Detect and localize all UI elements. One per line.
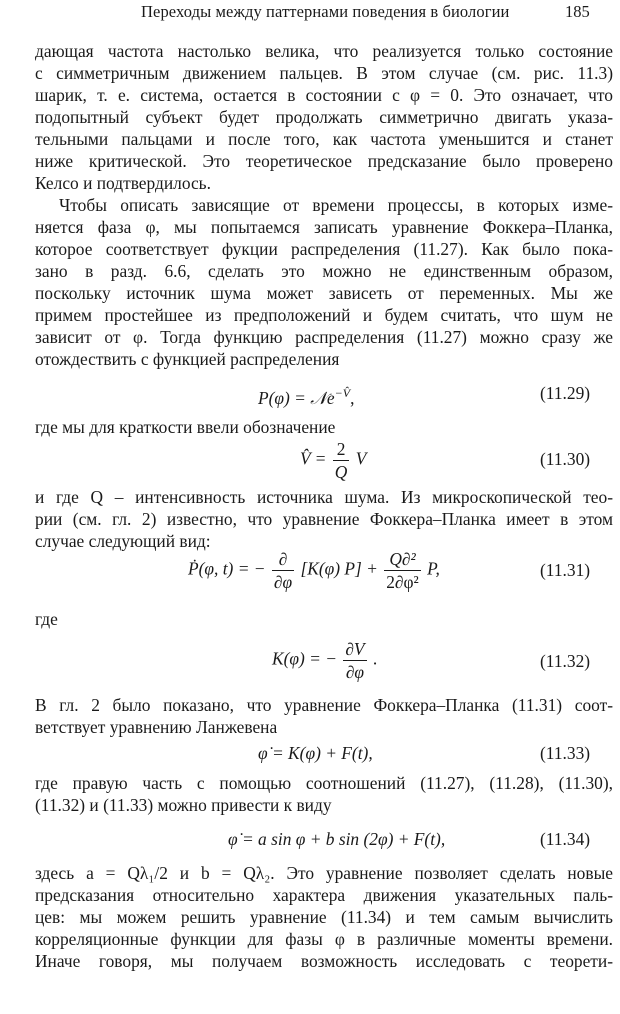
equation-11-29 (258, 382, 354, 410)
equation-11-32 (272, 638, 377, 683)
text-line: где правую часть с помощью соотношений (11.27), (11.28), (11.30), (35, 773, 613, 793)
eq-tail: , (350, 387, 355, 408)
running-header (0, 0, 620, 22)
fraction (343, 638, 366, 683)
equation-number: (11.32) (540, 651, 591, 671)
page-number: 185 (565, 2, 590, 21)
text-line: шарик, т. е. система, остается в состоянии с φ = 0. Это означает, что (35, 85, 613, 105)
text-line: зависит от φ. Тогда функцию распределения (11.27) можно сразу же (35, 327, 613, 347)
text-line: здесь a = Qλ₁/2 и b = Qλ₂. Это уравнение позволяет сделать новые (35, 863, 613, 883)
eq-lhs: V̂ = (300, 448, 327, 469)
text-line: примем простейшее из предположений и будем считать, что шум не (35, 305, 613, 325)
equation-number: (11.33) (540, 743, 591, 763)
fraction (333, 438, 350, 483)
equation-11-34: φ̇ = a sin φ + b sin (2φ) + F(t), (228, 829, 446, 849)
eq-exponent: −V̂ (334, 386, 351, 400)
eq-lhs: P(φ) = 𝒩e (258, 387, 335, 408)
equation-11-30 (300, 438, 366, 483)
text-line: няется фаза φ, мы попытаемся записать уравнение Фоккера–Планка, (35, 217, 613, 237)
text-line: случае следующий вид: (35, 531, 211, 551)
fraction-numerator: Q∂² (384, 548, 421, 571)
text-line: Иначе говоря, мы получаем возможность исследовать с теорети- (35, 951, 613, 971)
equation-number: (11.31) (540, 560, 591, 580)
text-line: Чтобы описать зависящие от времени процессы, в которых изме- (59, 195, 613, 215)
fraction-denominator: ∂φ (273, 572, 293, 592)
fraction-denominator: ∂φ (345, 662, 365, 682)
text-line: дающая частота настолько велика, что реализуется только состояние (35, 41, 613, 61)
fraction-denominator: Q (334, 462, 348, 482)
equation-number: (11.34) (540, 829, 591, 849)
text-line: где (35, 609, 58, 629)
text-line: предсказания относительно характера движения указательных паль- (35, 885, 613, 905)
eq-lhs: Ṗ(φ, t) = − (188, 558, 266, 579)
text-line: отождествить с функцией распределения (35, 349, 340, 369)
header-title: Переходы между паттернами поведения в биологии (141, 2, 510, 21)
equation-11-31 (188, 548, 440, 593)
text-line: рии (см. гл. 2) известно, что уравнение Фоккера–Планка имеет в этом (35, 509, 613, 529)
fraction-denominator: 2∂φ² (386, 572, 419, 592)
fraction (272, 548, 294, 593)
eq-tail: . (372, 648, 378, 669)
text-line: Келсо и подтвердилось. (35, 173, 211, 193)
text-line: где мы для краткости ввели обозначение (35, 417, 336, 437)
text-line: ветствует уравнению Ланжевена (35, 717, 278, 737)
text-line: поскольку источник шума может зависеть от переменных. Мы же (35, 283, 613, 303)
fraction (384, 548, 421, 593)
text-line: цев: мы можем решить уравнение (11.34) и тем самым вычислить (35, 907, 613, 927)
text-line: тельными пальцами и после того, как частота уменьшится и станет (35, 129, 613, 149)
text-line: зано в разд. 6.6, сделать это можно не единственным образом, (35, 261, 613, 281)
fraction-numerator: ∂V (345, 639, 365, 659)
text-line: и где Q – интенсивность источника шума. Из микроскопической тео- (35, 487, 613, 507)
fraction-numerator: 2 (333, 438, 350, 461)
eq-middle: [K(φ) P] + (300, 558, 378, 579)
text-line: с симметричным движением пальцев. В этом случае (см. рис. 11.3) (35, 63, 613, 83)
text-line: подопытный субъект будет продолжать симметрично двигать указа- (35, 107, 613, 127)
eq-rhs: V (355, 448, 367, 469)
text-line: которое соответствует фукции распределения (11.27). Как было пока- (35, 239, 613, 259)
text-line: (11.32) и (11.33) можно привести к виду (35, 795, 332, 815)
equation-11-33: φ̇ = K(φ) + F(t), (258, 743, 373, 763)
text-line: корреляционные функции для фазы φ в различные моменты времени. (35, 929, 613, 949)
text-line: В гл. 2 было показано, что уравнение Фоккера–Планка (11.31) соот- (35, 695, 613, 715)
fraction-numerator: ∂ (272, 548, 294, 571)
eq-lhs: K(φ) = − (272, 648, 337, 669)
equation-number: (11.29) (540, 383, 591, 403)
equation-number: (11.30) (540, 449, 591, 469)
text-line: ниже критической. Это теоретическое предсказание было проверено (35, 151, 613, 171)
eq-tail: P, (427, 558, 440, 579)
